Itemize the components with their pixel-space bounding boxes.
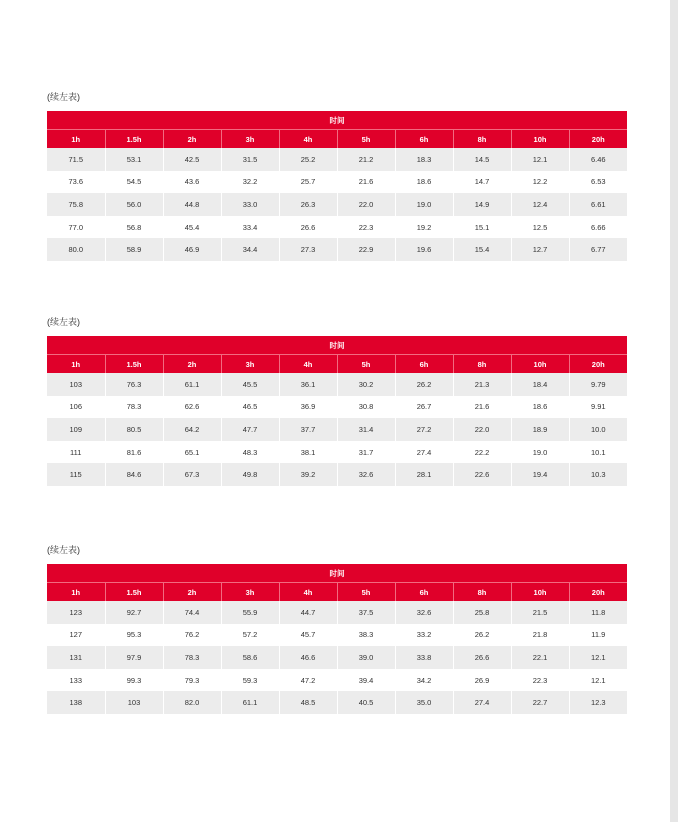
table-cell: 57.2 xyxy=(221,624,279,647)
group-header-row xyxy=(47,111,627,130)
table-cell: 18.6 xyxy=(395,171,453,194)
table-cell: 74.4 xyxy=(163,601,221,624)
table-cell: 82.0 xyxy=(163,691,221,714)
column-header: 8h xyxy=(453,583,511,602)
data-table xyxy=(47,336,627,486)
table-row xyxy=(47,396,627,419)
table-row xyxy=(47,601,627,624)
table-cell: 65.1 xyxy=(163,441,221,464)
table-cell: 30.8 xyxy=(337,396,395,419)
table-cell: 30.2 xyxy=(337,373,395,396)
column-header-row xyxy=(47,130,627,149)
table-cell: 15.1 xyxy=(453,216,511,239)
table-row xyxy=(47,193,627,216)
table-cell: 33.4 xyxy=(221,216,279,239)
table-cell: 12.2 xyxy=(511,171,569,194)
table-cell: 9.79 xyxy=(569,373,627,396)
table-cell: 49.8 xyxy=(221,463,279,486)
table-cell: 81.6 xyxy=(105,441,163,464)
table-cell: 35.0 xyxy=(395,691,453,714)
table-section-2 xyxy=(47,315,627,486)
table-cell: 44.7 xyxy=(279,601,337,624)
column-header: 1.5h xyxy=(105,583,163,602)
table-cell: 48.3 xyxy=(221,441,279,464)
table-cell: 36.9 xyxy=(279,396,337,419)
table-cell: 56.0 xyxy=(105,193,163,216)
table-cell: 21.8 xyxy=(511,624,569,647)
group-header-time: 时间 xyxy=(47,564,627,583)
table-section-3 xyxy=(47,543,627,714)
table-cell: 26.6 xyxy=(453,646,511,669)
table-cell: 12.4 xyxy=(511,193,569,216)
column-header: 5h xyxy=(337,355,395,374)
column-header-row xyxy=(47,355,627,374)
table-cell: 27.4 xyxy=(395,441,453,464)
column-header: 2h xyxy=(163,130,221,149)
column-header: 20h xyxy=(569,355,627,374)
table-cell: 22.1 xyxy=(511,646,569,669)
table-cell: 25.8 xyxy=(453,601,511,624)
table-cell: 22.0 xyxy=(453,418,511,441)
table-row xyxy=(47,418,627,441)
table-cell: 58.9 xyxy=(105,238,163,261)
table-cell: 62.6 xyxy=(163,396,221,419)
table-cell: 19.0 xyxy=(395,193,453,216)
column-header: 2h xyxy=(163,583,221,602)
table-cell: 26.6 xyxy=(279,216,337,239)
table-cell: 15.4 xyxy=(453,238,511,261)
table-cell: 46.9 xyxy=(163,238,221,261)
table-cell: 18.4 xyxy=(511,373,569,396)
column-header: 6h xyxy=(395,355,453,374)
table-cell: 26.9 xyxy=(453,669,511,692)
table-cell: 53.1 xyxy=(105,148,163,171)
table-cell: 22.9 xyxy=(337,238,395,261)
column-header: 8h xyxy=(453,355,511,374)
table-cell: 26.3 xyxy=(279,193,337,216)
page-edge-shadow xyxy=(670,0,678,822)
table-cell: 32.2 xyxy=(221,171,279,194)
table-row xyxy=(47,148,627,171)
table-cell: 123 xyxy=(47,601,105,624)
table-cell: 80.0 xyxy=(47,238,105,261)
table-row xyxy=(47,238,627,261)
table-cell: 127 xyxy=(47,624,105,647)
table-cell: 103 xyxy=(105,691,163,714)
table-row xyxy=(47,669,627,692)
table-cell: 25.2 xyxy=(279,148,337,171)
table-cell: 21.3 xyxy=(453,373,511,396)
column-header: 4h xyxy=(279,130,337,149)
table-cell: 71.5 xyxy=(47,148,105,171)
table-row xyxy=(47,171,627,194)
table-cell: 75.8 xyxy=(47,193,105,216)
table-cell: 21.5 xyxy=(511,601,569,624)
table-cell: 77.0 xyxy=(47,216,105,239)
column-header: 20h xyxy=(569,130,627,149)
table-cell: 12.1 xyxy=(569,646,627,669)
table-row xyxy=(47,691,627,714)
table-cell: 6.53 xyxy=(569,171,627,194)
table-cell: 6.77 xyxy=(569,238,627,261)
table-cell: 21.6 xyxy=(337,171,395,194)
table-cell: 36.1 xyxy=(279,373,337,396)
table-cell: 46.6 xyxy=(279,646,337,669)
table-cell: 78.3 xyxy=(163,646,221,669)
group-header-row xyxy=(47,336,627,355)
table-cell: 95.3 xyxy=(105,624,163,647)
table-cell: 31.4 xyxy=(337,418,395,441)
table-cell: 10.1 xyxy=(569,441,627,464)
table-cell: 19.2 xyxy=(395,216,453,239)
table-cell: 33.0 xyxy=(221,193,279,216)
table-cell: 22.7 xyxy=(511,691,569,714)
table-cell: 32.6 xyxy=(337,463,395,486)
table-cell: 12.1 xyxy=(569,669,627,692)
table-cell: 28.1 xyxy=(395,463,453,486)
table-cell: 45.4 xyxy=(163,216,221,239)
column-header: 1h xyxy=(47,583,105,602)
table-cell: 47.7 xyxy=(221,418,279,441)
table-caption: (续左表) xyxy=(47,317,80,327)
table-cell: 10.3 xyxy=(569,463,627,486)
table-cell: 48.5 xyxy=(279,691,337,714)
table-cell: 54.5 xyxy=(105,171,163,194)
group-header-time: 时间 xyxy=(47,336,627,355)
table-cell: 67.3 xyxy=(163,463,221,486)
table-cell: 14.5 xyxy=(453,148,511,171)
table-cell: 45.7 xyxy=(279,624,337,647)
table-cell: 22.3 xyxy=(337,216,395,239)
table-cell: 33.2 xyxy=(395,624,453,647)
table-cell: 131 xyxy=(47,646,105,669)
table-cell: 42.5 xyxy=(163,148,221,171)
table-cell: 97.9 xyxy=(105,646,163,669)
table-cell: 111 xyxy=(47,441,105,464)
data-table xyxy=(47,111,627,261)
table-cell: 14.9 xyxy=(453,193,511,216)
table-cell: 11.8 xyxy=(569,601,627,624)
table-cell: 79.3 xyxy=(163,669,221,692)
table-cell: 103 xyxy=(47,373,105,396)
table-cell: 76.3 xyxy=(105,373,163,396)
table-cell: 76.2 xyxy=(163,624,221,647)
table-cell: 92.7 xyxy=(105,601,163,624)
group-header-time: 时间 xyxy=(47,111,627,130)
table-cell: 39.4 xyxy=(337,669,395,692)
table-cell: 21.2 xyxy=(337,148,395,171)
data-table xyxy=(47,564,627,714)
table-cell: 58.6 xyxy=(221,646,279,669)
table-caption: (续左表) xyxy=(47,92,80,102)
column-header: 20h xyxy=(569,583,627,602)
column-header: 3h xyxy=(221,355,279,374)
column-header: 1.5h xyxy=(105,355,163,374)
table-cell: 9.91 xyxy=(569,396,627,419)
column-header: 2h xyxy=(163,355,221,374)
table-cell: 14.7 xyxy=(453,171,511,194)
column-header: 10h xyxy=(511,355,569,374)
table-cell: 37.7 xyxy=(279,418,337,441)
column-header: 6h xyxy=(395,130,453,149)
table-cell: 26.7 xyxy=(395,396,453,419)
column-header: 5h xyxy=(337,130,395,149)
table-row xyxy=(47,441,627,464)
table-cell: 56.8 xyxy=(105,216,163,239)
table-row xyxy=(47,624,627,647)
table-cell: 47.2 xyxy=(279,669,337,692)
table-cell: 34.4 xyxy=(221,238,279,261)
table-cell: 44.8 xyxy=(163,193,221,216)
table-cell: 19.4 xyxy=(511,463,569,486)
table-cell: 138 xyxy=(47,691,105,714)
table-cell: 27.3 xyxy=(279,238,337,261)
table-cell: 78.3 xyxy=(105,396,163,419)
table-cell: 39.2 xyxy=(279,463,337,486)
table-cell: 37.5 xyxy=(337,601,395,624)
table-cell: 22.6 xyxy=(453,463,511,486)
table-cell: 84.6 xyxy=(105,463,163,486)
table-cell: 12.1 xyxy=(511,148,569,171)
table-cell: 12.3 xyxy=(569,691,627,714)
table-cell: 39.0 xyxy=(337,646,395,669)
table-cell: 109 xyxy=(47,418,105,441)
column-header: 5h xyxy=(337,583,395,602)
table-cell: 19.0 xyxy=(511,441,569,464)
table-cell: 61.1 xyxy=(221,691,279,714)
column-header: 3h xyxy=(221,583,279,602)
table-cell: 31.7 xyxy=(337,441,395,464)
column-header: 6h xyxy=(395,583,453,602)
table-cell: 6.66 xyxy=(569,216,627,239)
table-cell: 33.8 xyxy=(395,646,453,669)
table-cell: 25.7 xyxy=(279,171,337,194)
table-caption: (续左表) xyxy=(47,545,80,555)
column-header: 3h xyxy=(221,130,279,149)
table-row xyxy=(47,646,627,669)
table-row xyxy=(47,463,627,486)
table-cell: 43.6 xyxy=(163,171,221,194)
table-cell: 40.5 xyxy=(337,691,395,714)
table-cell: 26.2 xyxy=(453,624,511,647)
table-section-1 xyxy=(47,90,627,261)
table-cell: 27.2 xyxy=(395,418,453,441)
table-cell: 26.2 xyxy=(395,373,453,396)
table-cell: 59.3 xyxy=(221,669,279,692)
table-cell: 46.5 xyxy=(221,396,279,419)
table-cell: 22.2 xyxy=(453,441,511,464)
table-cell: 115 xyxy=(47,463,105,486)
table-cell: 133 xyxy=(47,669,105,692)
table-cell: 34.2 xyxy=(395,669,453,692)
table-cell: 6.61 xyxy=(569,193,627,216)
table-row xyxy=(47,216,627,239)
table-cell: 32.6 xyxy=(395,601,453,624)
table-cell: 55.9 xyxy=(221,601,279,624)
table-cell: 19.6 xyxy=(395,238,453,261)
column-header: 1.5h xyxy=(105,130,163,149)
table-cell: 10.0 xyxy=(569,418,627,441)
table-cell: 18.6 xyxy=(511,396,569,419)
table-cell: 6.46 xyxy=(569,148,627,171)
table-cell: 99.3 xyxy=(105,669,163,692)
table-cell: 21.6 xyxy=(453,396,511,419)
table-cell: 38.3 xyxy=(337,624,395,647)
column-header: 8h xyxy=(453,130,511,149)
table-cell: 45.5 xyxy=(221,373,279,396)
table-cell: 18.3 xyxy=(395,148,453,171)
table-row xyxy=(47,373,627,396)
table-cell: 106 xyxy=(47,396,105,419)
table-cell: 12.5 xyxy=(511,216,569,239)
table-cell: 22.3 xyxy=(511,669,569,692)
table-cell: 27.4 xyxy=(453,691,511,714)
table-cell: 31.5 xyxy=(221,148,279,171)
table-cell: 22.0 xyxy=(337,193,395,216)
table-cell: 64.2 xyxy=(163,418,221,441)
column-header: 4h xyxy=(279,355,337,374)
column-header: 1h xyxy=(47,355,105,374)
table-cell: 18.9 xyxy=(511,418,569,441)
column-header-row xyxy=(47,583,627,602)
table-cell: 80.5 xyxy=(105,418,163,441)
table-cell: 61.1 xyxy=(163,373,221,396)
table-cell: 12.7 xyxy=(511,238,569,261)
column-header: 1h xyxy=(47,130,105,149)
table-cell: 11.9 xyxy=(569,624,627,647)
column-header: 10h xyxy=(511,583,569,602)
column-header: 10h xyxy=(511,130,569,149)
table-cell: 73.6 xyxy=(47,171,105,194)
table-cell: 38.1 xyxy=(279,441,337,464)
column-header: 4h xyxy=(279,583,337,602)
group-header-row xyxy=(47,564,627,583)
